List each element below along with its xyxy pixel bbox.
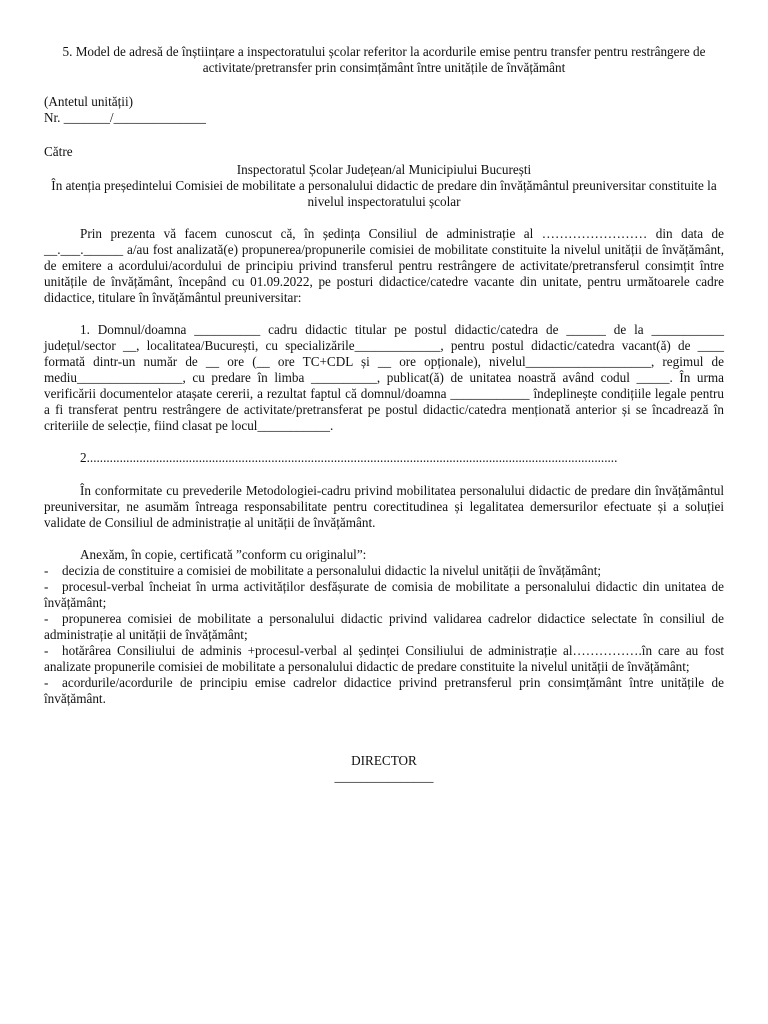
item-2-paragraph: 2................................................................................................................................................................. bbox=[80, 450, 618, 465]
annex-item-text: propunerea comisiei de mobilitate a personalului didactic privind validarea cadrelor didactice selectate în consiliul de administrație al unității de învățământ; bbox=[44, 611, 724, 642]
annex-item-text: hotărârea Consiliului de adminis +procesul-verbal al ședinței Consiliului de administrație al…………….în care au fost analizate propunerile comisiei de mobilitate a personalului didactic de predare constituite la nivelul unității de învățământ; bbox=[44, 643, 724, 674]
registration-number: Nr. _______/______________ bbox=[44, 110, 206, 125]
signature-line: _______________ bbox=[334, 769, 434, 784]
director-label: DIRECTOR bbox=[351, 753, 417, 768]
item-1-paragraph: 1. Domnul/doamna __________ cadru didactic titular pe postul didactic/catedra de ______ de la ___________ județul/sector __, localitatea/București, cu specializările_____________, pentru postul didactic/catedra vacant(ă) de ____ formată dintr-un număr de __ ore (__ ore TC+CDL și __ ore opționale), nivelul___________________, regimul de mediu________________, cu predare în limba __________, publicat(ă) de unitatea noastră având codul _____. În urma verificării documentelor atașate cererii, a rezultat faptul că domnul/doamna ____________ îndeplinește condițiile legale pentru a fi transferat pentru restrângere de activitate/pretransferat pe postul didactic/catedra menționată anterior și se încadrează în criteriile de selecție, fiind clasat pe locul___________. bbox=[44, 322, 724, 433]
recipient-block bbox=[44, 162, 724, 210]
annex-item-text: acordurile/acordurile de principiu emise cadrelor didactice privind pretransferul prin consimțământ între unitățile de învățământ. bbox=[44, 675, 724, 706]
annex-item bbox=[44, 675, 724, 707]
addressee-label: Către bbox=[44, 144, 73, 159]
intro-paragraph: Prin prezenta vă facem cunoscut că, în ședința Consiliul de administrație al …………………… din data de __.___.______ a/au fost analizată(e) propunerea/propunerile comisiei de mobilitate constituite la nivelul unității de învățământ, de emitere a acordului/acordului de principiu privind transferul pentru restrângere de activitate/pretransferul consimțit între unitățile de învățământ, începând cu 01.09.2022, pe posturi didactice/catedre vacante din unitate, pentru următoarele cadre didactice, titulare în învățământul preuniversitar: bbox=[44, 226, 724, 305]
signature-block bbox=[44, 753, 724, 785]
annex-item-text: decizia de constituire a comisiei de mobilitate a personalului didactic la nivelul unității de învățământ; bbox=[62, 563, 602, 578]
annex-item bbox=[44, 579, 724, 611]
annex-section bbox=[44, 547, 724, 707]
annex-heading: Anexăm, în copie, certificată ”conform cu originalul”: bbox=[80, 547, 367, 562]
annex-item bbox=[44, 643, 724, 675]
header-block bbox=[44, 94, 724, 126]
annex-item bbox=[44, 611, 724, 643]
recipient-attention: În atenția președintelui Comisiei de mobilitate a personalului didactic de predare din învățământul preuniversitar constituite la nivelul inspectoratului școlar bbox=[51, 178, 717, 209]
dash-marker: - bbox=[44, 643, 49, 658]
antet-label: (Antetul unității) bbox=[44, 94, 133, 109]
annex-list bbox=[44, 563, 724, 707]
recipient-institution: Inspectoratul Școlar Județean/al Municipiului București bbox=[236, 162, 532, 177]
dash-marker: - bbox=[44, 563, 49, 578]
dash-marker: - bbox=[44, 611, 49, 626]
annex-item-text: procesul-verbal încheiat în urma activităților desfășurate de comisia de mobilitate a personalului didactic din unitatea de învățământ; bbox=[44, 579, 724, 610]
document-title: 5. Model de adresă de înștiințare a inspectoratului școlar referitor la acordurile emise pentru transfer pentru restrângere de activitate/pretransfer prin consimțământ între unitățile de învățământ bbox=[62, 44, 706, 75]
dash-marker: - bbox=[44, 675, 49, 690]
dash-marker: - bbox=[44, 579, 49, 594]
conformity-paragraph: În conformitate cu prevederile Metodologiei-cadru privind mobilitatea personalului didactic de predare din învățământul preuniversitar, ne asumăm întreaga responsabilitate pentru corectitudinea și legalitatea demersurilor efectuate și a soluției validate de Consiliul de administrație al unității de învățământ. bbox=[44, 483, 724, 530]
annex-item bbox=[44, 563, 724, 579]
